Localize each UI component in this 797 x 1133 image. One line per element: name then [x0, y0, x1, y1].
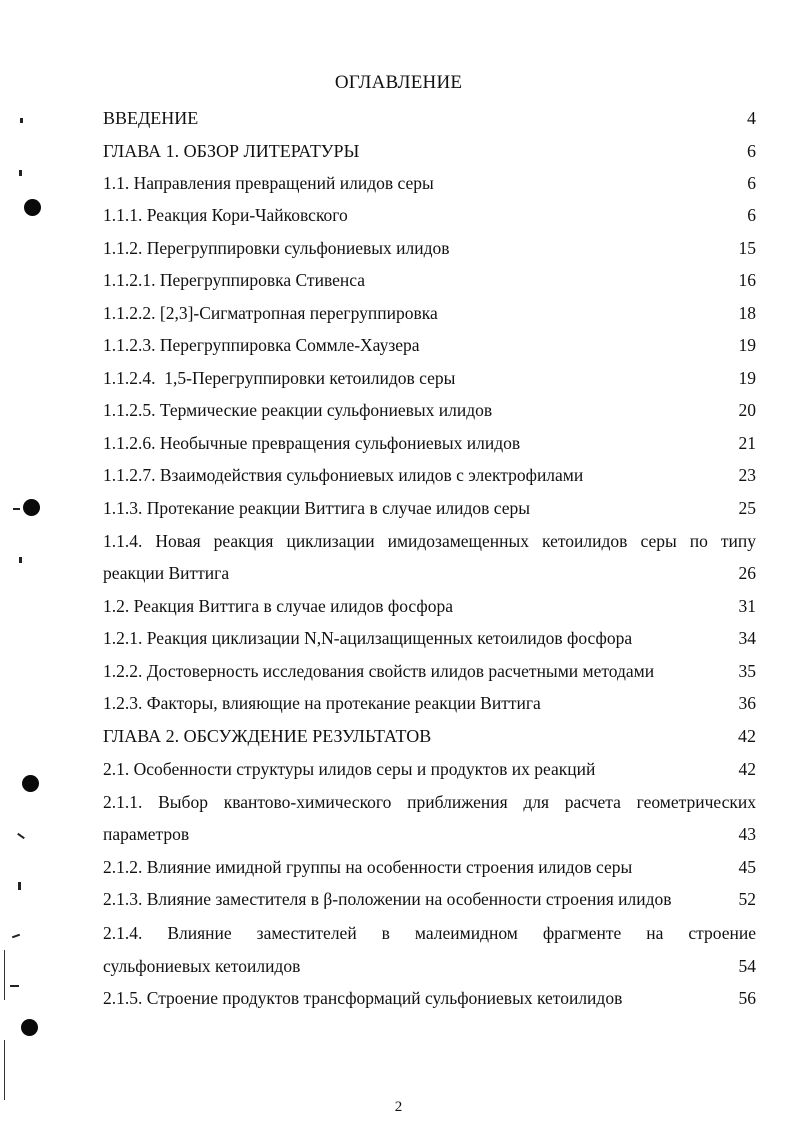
toc-entry-label: ВВЕДЕНИЕ [103, 108, 199, 128]
toc-entry-label: 1.2.3. Факторы, влияющие на протекание реакции Виттига [103, 693, 541, 713]
margin-speck [19, 170, 22, 176]
toc-entry-page: 6 [747, 141, 756, 161]
toc-entry-label: 1.1.2.7. Взаимодействия сульфониевых илидов с электрофилами [103, 465, 584, 485]
binding-hole-mark [21, 1019, 38, 1036]
toc-entry-page: 19 [738, 335, 756, 355]
toc-entry-page: 42 [738, 726, 756, 746]
toc-entry-page: 43 [738, 824, 756, 844]
toc-entry-label: 1.1.1. Реакция Кори-Чайковского [103, 205, 348, 225]
toc-entry-label: 1.1.2.6. Необычные превращения сульфониевых илидов [103, 433, 521, 453]
toc-entry-label: 1.1.2. Перегруппировки сульфониевых илидов [103, 238, 450, 258]
margin-speck [10, 985, 19, 987]
toc-entry-label: 1.1. Направления превращений илидов серы [103, 173, 434, 193]
margin-speck [13, 508, 20, 510]
toc-entry-label: ГЛАВА 1. ОБЗОР ЛИТЕРАТУРЫ [103, 141, 360, 161]
toc-entry-label: реакции Виттига [103, 563, 230, 583]
toc-entry-page: 19 [738, 368, 756, 388]
toc-entry-label: 1.1.3. Протекание реакции Виттига в случае илидов серы [103, 498, 531, 518]
toc-entry-page: 6 [747, 173, 756, 193]
page-number: 2 [394, 1099, 403, 1115]
toc-entry-label: сульфониевых кетоилидов [103, 956, 301, 976]
toc-entry-page: 35 [738, 661, 756, 681]
toc-entry-label: 1.1.2.1. Перегруппировка Стивенса [103, 270, 365, 290]
toc-entry-page: 6 [747, 205, 756, 225]
margin-speck [18, 882, 21, 890]
toc-entry-page: 26 [738, 563, 756, 583]
toc-entry-page: 54 [738, 956, 756, 976]
toc-entry-label: 1.1.2.3. Перегруппировка Соммле-Хаузера [103, 335, 420, 355]
toc-entry-page: 52 [738, 889, 756, 909]
toc-entry-page: 4 [747, 108, 756, 128]
toc-entry-label: 1.1.2.5. Термические реакции сульфониевых илидов [103, 400, 493, 420]
toc-entry-label: 2.1. Особенности структуры илидов серы и продуктов их реакций [103, 759, 596, 779]
margin-edge-line [4, 950, 5, 1000]
margin-speck [20, 118, 23, 123]
toc-entry-page: 18 [738, 303, 756, 323]
toc-entry-page: 31 [738, 596, 756, 616]
toc-entry-page: 25 [738, 498, 756, 518]
toc-entry-label: 2.1.5. Строение продуктов трансформаций сульфониевых кетоилидов [103, 988, 623, 1008]
toc-entry-page: 45 [738, 857, 756, 877]
toc-entry-label: 1.2.2. Достоверность исследования свойств илидов расчетными методами [103, 661, 655, 681]
toc-entry-page: 16 [738, 270, 756, 290]
toc-entry-label: 1.2. Реакция Виттига в случае илидов фосфора [103, 596, 454, 616]
toc-entry-label: 2.1.4. Влияние заместителей в малеимидном фрагменте на строение [103, 923, 756, 943]
toc-entry-label: 2.1.2. Влияние имидной группы на особенности строения илидов серы [103, 857, 633, 877]
toc-entry-label: 1.1.4. Новая реакция циклизации имидозамещенных кетоилидов серы по типу [103, 531, 756, 551]
toc-entry-label: 2.1.3. Влияние заместителя в β-положении на особенности строения илидов [103, 889, 672, 909]
toc-entry-page: 42 [738, 759, 756, 779]
toc-entry-page: 20 [738, 400, 756, 420]
toc-entry-label: 1.2.1. Реакция циклизации N,N-ацилзащищенных кетоилидов фосфора [103, 628, 633, 648]
toc-entry-label: ГЛАВА 2. ОБСУЖДЕНИЕ РЕЗУЛЬТАТОВ [103, 726, 432, 746]
margin-speck [17, 833, 25, 839]
toc-entry-page: 21 [738, 433, 756, 453]
margin-edge-line [4, 1040, 5, 1100]
toc-entry-label: 2.1.1. Выбор квантово-химического приближения для расчета геометрических [103, 792, 756, 812]
binding-hole-mark [24, 199, 41, 216]
toc-entry-page: 34 [738, 628, 756, 648]
toc-entry-label: 1.1.2.2. [2,3]-Сигматропная перегруппировка [103, 303, 438, 323]
toc-entry-label: параметров [103, 824, 190, 844]
toc-entry-page: 36 [738, 693, 756, 713]
binding-hole-mark [22, 775, 39, 792]
page-title: ОГЛАВЛЕНИЕ [334, 72, 463, 93]
binding-hole-mark [23, 499, 40, 516]
toc-entry-label: 1.1.2.4. 1,5-Перегруппировки кетоилидов серы [103, 368, 456, 388]
margin-speck [19, 557, 22, 563]
toc-entry-page: 56 [738, 988, 756, 1008]
toc-entry-page: 23 [738, 465, 756, 485]
toc-entry-page: 15 [738, 238, 756, 258]
margin-speck [12, 934, 20, 939]
